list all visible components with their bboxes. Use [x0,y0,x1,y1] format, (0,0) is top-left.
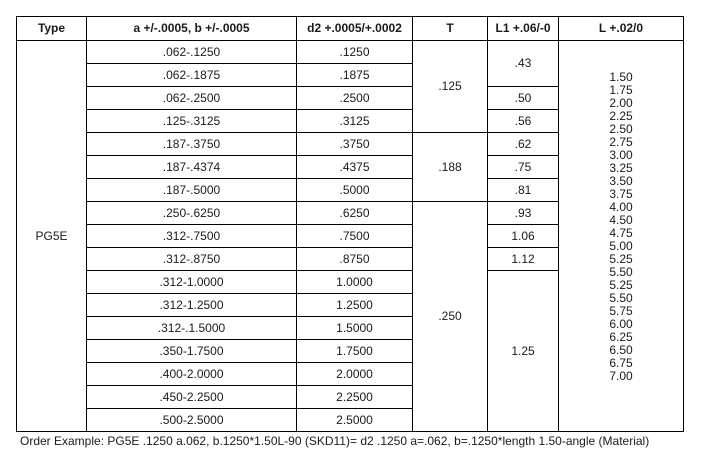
ab-cell: .062-.2500 [87,87,297,110]
d2-cell: .4375 [297,156,413,179]
l1-cell: .43 [488,41,559,87]
l-value: 5.25 [609,278,633,292]
d2-cell: 2.2500 [297,386,413,409]
l-value: 6.50 [609,343,633,357]
ab-cell: .450-2.2500 [87,386,297,409]
header-ab: a +/-.0005, b +/-.0005 [87,17,297,41]
header-l: L +.02/0 [559,17,684,41]
l-value: 5.75 [609,304,633,318]
d2-cell: 1.7500 [297,340,413,363]
l1-cell: .81 [488,179,559,202]
l-value: 6.00 [609,317,633,331]
l-value: 1.75 [609,83,633,97]
d2-cell: .5000 [297,179,413,202]
ab-cell: .250-.6250 [87,202,297,225]
t-cell: .188 [413,133,488,202]
l-value: 4.75 [609,226,633,240]
ab-cell: .500-2.5000 [87,409,297,432]
d2-cell: 2.5000 [297,409,413,432]
l1-cell: .62 [488,133,559,156]
l-value: 3.00 [609,148,633,162]
l-value: 2.50 [609,122,633,136]
t-cell: .125 [413,41,488,133]
t-cell: .250 [413,202,488,432]
header-l1: L1 +.06/-0 [488,17,559,41]
l-value: 4.50 [609,213,633,227]
l-value: 6.25 [609,330,633,344]
ab-cell: .125-.3125 [87,110,297,133]
l-value: 4.00 [609,200,633,214]
d2-cell: 1.0000 [297,271,413,294]
l-value: 5.50 [609,265,633,279]
ab-cell: .187-.3750 [87,133,297,156]
d2-cell: .2500 [297,87,413,110]
l-value: 3.25 [609,161,633,175]
d2-cell: .3750 [297,133,413,156]
ab-cell: .062-.1250 [87,41,297,64]
l-value: 6.75 [609,356,633,370]
ab-cell: .350-1.7500 [87,340,297,363]
d2-cell: 2.0000 [297,363,413,386]
l1-cell: .50 [488,87,559,110]
l-value: 2.25 [609,109,633,123]
header-type: Type [17,17,87,41]
header-row [17,17,684,41]
d2-cell: .1250 [297,41,413,64]
ab-cell: .187-.4374 [87,156,297,179]
d2-cell: .3125 [297,110,413,133]
l1-cell: 1.06 [488,225,559,248]
header-t: T [413,17,488,41]
l-value: 3.50 [609,174,633,188]
l1-cell: .75 [488,156,559,179]
ab-cell: .312-1.2500 [87,294,297,317]
d2-cell: 1.2500 [297,294,413,317]
ab-cell: .312-.8750 [87,248,297,271]
l-value: 5.50 [609,291,633,305]
ab-cell: .312-.7500 [87,225,297,248]
d2-cell: .6250 [297,202,413,225]
l-value: 2.75 [609,135,633,149]
l1-cell: 1.12 [488,248,559,271]
l-value: 7.00 [609,369,633,383]
ab-cell: .312-.1.5000 [87,317,297,340]
spec-table [16,16,684,432]
l-value: 3.75 [609,187,633,201]
d2-cell: 1.5000 [297,317,413,340]
l-value: 5.25 [609,252,633,266]
d2-cell: .7500 [297,225,413,248]
header-d2: d2 +.0005/+.0002 [297,17,413,41]
type-cell: PG5E [17,41,87,432]
l1-cell: .56 [488,110,559,133]
l-value: 2.00 [609,96,633,110]
l-value: 1.50 [609,70,633,84]
d2-cell: .1875 [297,64,413,87]
ab-cell: .062-.1875 [87,64,297,87]
l-values-list [559,71,683,383]
ab-cell: .400-2.0000 [87,363,297,386]
l-value: 5.00 [609,239,633,253]
table-row [17,41,684,64]
l1-cell: .93 [488,202,559,225]
ab-cell: .187-.5000 [87,179,297,202]
ab-cell: .312-1.0000 [87,271,297,294]
order-example-note: Order Example: PG5E .1250 a.062, b.1250*1.50L-90 (SKD11)= d2 .1250 a=.062, b=.1250*length 1.50-angle (Material) [20,434,650,448]
l1-cell: 1.25 [488,271,559,432]
d2-cell: .8750 [297,248,413,271]
l-cell [559,41,684,432]
